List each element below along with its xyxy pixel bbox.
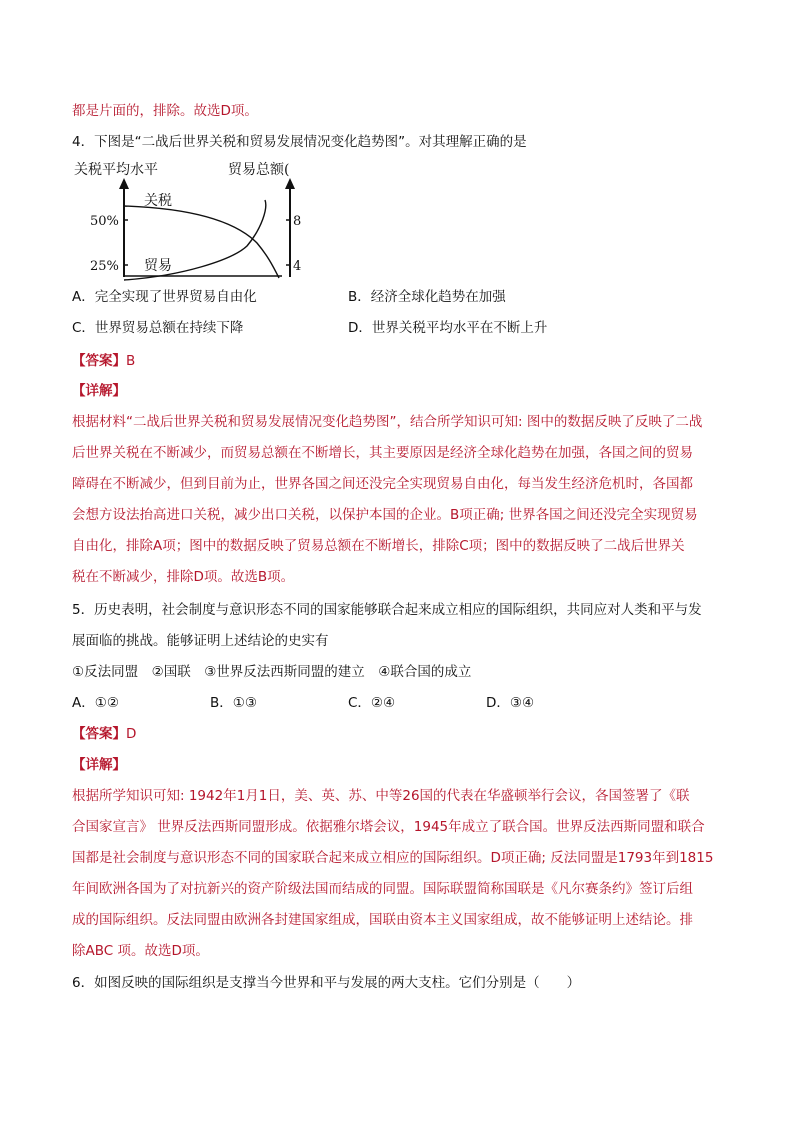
q4-answer-value: B xyxy=(126,353,136,369)
q4-detail-tag: 【详解】 xyxy=(72,383,126,399)
series-label-trade: 贸易 xyxy=(144,258,172,274)
q4-detail-line: 会想方设法抬高进口关税，减少出口关税，以保护本国的企业。B项正确; 世界各国之间还没完全实现贸易 xyxy=(72,507,698,523)
tick-label-25: 25% xyxy=(90,259,119,274)
tick-label-50: 50% xyxy=(90,214,119,229)
q5-option-d: D．③④ xyxy=(486,695,535,711)
y-right-arrow xyxy=(285,178,295,189)
q5-detail-line: 年间欧洲各国为了对抗新兴的资产阶级法国而结成的同盟。国际联盟简称国联是《凡尔赛条约》签订后组 xyxy=(72,881,693,897)
q4-detail-line: 自由化，排除A项；图中的数据反映了贸易总额在不断增长，排除C项；图中的数据反映了二战后世界关 xyxy=(72,538,685,554)
q6-stem: 6．如图反映的国际组织是支撑当今世界和平与发展的两大支柱。它们分别是（ ） xyxy=(72,975,581,991)
q5-option-a: A．①② xyxy=(72,695,119,711)
tick-label-4: 4 xyxy=(293,259,302,274)
q5-answer-value: D xyxy=(126,726,137,742)
q4-detail-line: 税在不断减少，排除D项。故选B项。 xyxy=(72,569,295,585)
q5-detail-tag: 【详解】 xyxy=(72,757,126,773)
q5-detail-line: 国都是社会制度与意识形态不同的国家联合起来成立相应的国际组织。D项正确; 反法同盟是1793年到1815 xyxy=(72,850,714,866)
y-right-label: 贸易总额( xyxy=(228,162,290,178)
q4-detail-line: 后世界关税在不断减少，而贸易总额在不断增长，其主要原因是经济全球化趋势在加强，各国之间的贸易 xyxy=(72,445,693,461)
q5-option-b: B．①③ xyxy=(210,695,257,711)
q4-answer-tag: 【答案】 xyxy=(72,353,126,369)
q4-stem: 4．下图是“二战后世界关税和贸易发展情况变化趋势图”。对其理解正确的是 xyxy=(72,134,527,150)
q5-stem-line: 5．历史表明，社会制度与意识形态不同的国家能够联合起来成立相应的国际组织，共同应对人类和平与发 xyxy=(72,602,702,618)
q3-tail-text: 都是片面的，排除。故选D项。 xyxy=(72,103,258,119)
q4-detail-line: 根据材料“二战后世界关税和贸易发展情况变化趋势图”，结合所学知识可知: 图中的数据反映了反映了二战 xyxy=(72,414,703,430)
q5-detail-line: 成的国际组织。反法同盟由欧洲各封建国家组成，国联由资本主义国家组成，故不能够证明上述结论。排 xyxy=(72,912,693,928)
tariff-trade-chart xyxy=(72,158,312,282)
series-label-tariff: 关税 xyxy=(144,193,172,209)
q4-answer xyxy=(72,351,135,371)
q5-option-c: C．②④ xyxy=(348,695,396,711)
q5-detail-line: 合国家宣言》 世界反法西斯同盟形成。依据雅尔塔会议，1945年成立了联合国。世界反法西斯同盟和联合 xyxy=(72,819,705,835)
y-left-label: 关税平均水平 xyxy=(74,162,158,178)
q5-items: ①反法同盟 ②国联 ③世界反法西斯同盟的建立 ④联合国的成立 xyxy=(72,664,472,680)
y-left-arrow xyxy=(119,178,129,189)
q4-option-b: B．经济全球化趋势在加强 xyxy=(348,289,506,305)
q5-answer-tag: 【答案】 xyxy=(72,726,126,742)
q4-option-c: C．世界贸易总额在持续下降 xyxy=(72,320,244,336)
tick-label-8: 8 xyxy=(293,214,302,229)
q5-detail-line: 根据所学知识可知: 1942年1月1日，美、英、苏、中等26国的代表在华盛顿举行会议，各国签署了《联 xyxy=(72,788,690,804)
q5-stem-line: 展面临的挑战。能够证明上述结论的史实有 xyxy=(72,633,329,649)
q4-detail-line: 障碍在不断减少，但到目前为止，世界各国之间还没完全实现贸易自由化，每当发生经济危机时，各国都 xyxy=(72,476,693,492)
q4-option-d: D．世界关税平均水平在不断上升 xyxy=(348,320,548,336)
q5-detail-line: 除ABC 项。故选D项。 xyxy=(72,943,209,959)
q4-option-a: A．完全实现了世界贸易自由化 xyxy=(72,289,257,305)
q5-answer xyxy=(72,724,136,744)
